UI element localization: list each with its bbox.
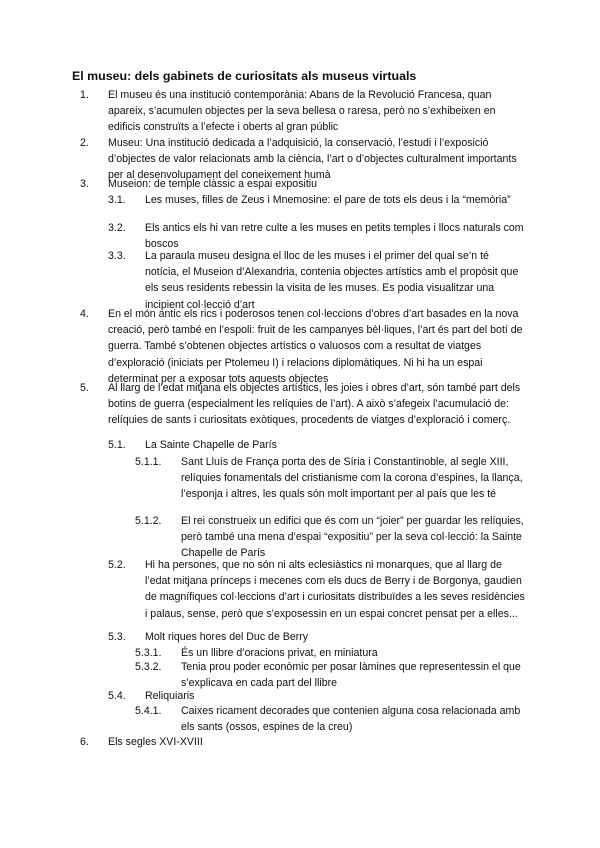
list-item [135, 703, 526, 735]
item-text: Hi ha persones, que no són ni alts eclesiàstics ni monarques, que al llarg de l’edat mitjana prínceps i mecenes com els ducs de Berry i de Borgonya, gaudien de magnífiques col·leccions d’art i curiositats distribuïdes a les seves residències i palaus, sense, però que s’exposessin en un espai concret pensat per a elles... [145, 559, 525, 620]
item-text: Caixes ricament decorades que contenien alguna cosa relacionada amb els sants (ossos, espines de la creu) [181, 705, 521, 734]
item-number: 4. [80, 308, 89, 320]
item-text: Les muses, filles de Zeus i Mnemosine: el pare de tots els deus i la “memòria” [145, 194, 511, 206]
item-number: 5.1. [108, 439, 126, 451]
item-text: El rei construeix un edifici que és com un “joier” per guardar les relíquies, però també una mena d’espai “expositiu” per la seva col·lecció: la Sainte Chapelle de París [181, 515, 524, 560]
list-item [108, 248, 525, 313]
item-number: 5.1.1. [135, 456, 162, 468]
item-text: En el món antic els rics i poderosos tenen col·leccions d’obres d’art basades en la nova creació, però també en l’espoli: fruit de les campanyes bèl·liques, l’art és part del botí de guerra. També s’obtenen objectes artístics o valuosos com a resultat de viatges d’exploració (iniciats per Ptolemeu I) i relacions diplomàtiques. Ni hi ha un espai determinat per a exposar tots aquests objectes [108, 308, 523, 385]
list-item [108, 629, 517, 645]
item-text: La paraula museu designa el lloc de les muses i el primer del qual se’n té notícia, el Museion d’Alexandria, contenia objectes artístics amb el propòsit que els seus residents rebessin la visita de les muses. Es podia visualitzar una incipient col·lecció d’art [145, 250, 519, 311]
item-number: 3.1. [108, 194, 126, 206]
item-text: Els antics els hi van retre culte a les muses en petits temples i llocs naturals com boscos [145, 222, 524, 251]
item-number: 5.3.2. [135, 661, 162, 673]
item-number: 5.3.1. [135, 647, 162, 659]
item-number: 5. [80, 382, 89, 394]
item-number: 2. [80, 137, 89, 149]
item-text: Museu: Una institució dedicada a l’adquisició, la conservació, l’estudi i l’exposició d’objectes de valor relacionats amb la ciència, l’art o d’objectes culturalment importants per al desenvolupament del coneixement humà [108, 137, 517, 182]
list-item [80, 734, 528, 750]
item-number: 5.1.2. [135, 515, 162, 527]
list-item [80, 380, 528, 429]
item-text: Al llarg de l’edat mitjana els objectes artístics, les joies i obres d’art, són també part dels botins de guerra (especialment les relíquies de l’art). A això s’afegeix l’acumulació de: relíquies de sants i curiositats exòtiques, procedents de viatges d’exploració i comerç. [108, 382, 521, 427]
list-item [108, 192, 517, 208]
item-text: La Sainte Chapelle de París [145, 439, 277, 451]
item-text: Els segles XVI-XVIII [108, 736, 203, 748]
document-title: El museu: dels gabinets de curiositats als museus virtuals [72, 69, 417, 83]
item-number: 3.2. [108, 222, 126, 234]
item-number: 3. [80, 178, 89, 190]
item-text: Tenia prou poder econòmic per posar làmines que representessin el que s’explicava en cada part del llibre [181, 661, 521, 690]
item-text: Sant Lluís de França porta des de Síria i Constantinoble, al segle XIII, relíquies fonamentals del cristianisme com la corona d’espines, la llança, l’esponja i altres, les quals són molt important per al país que les té [181, 456, 523, 501]
item-text: El museu és una institució contemporània: Abans de la Revolució Francesa, quan apareix, s’acumulen objectes per la seva bellesa o raresa, però no s’exhibeixen en edificis construïts a l’efecte i oberts al gran públic [108, 89, 496, 134]
item-number: 5.2. [108, 559, 126, 571]
item-number: 6. [80, 736, 89, 748]
item-number: 5.4.1. [135, 705, 162, 717]
list-item [80, 306, 528, 387]
item-text: És un llibre d’oracions privat, en miniatura [181, 647, 378, 659]
list-item [108, 557, 527, 622]
item-number: 3.3. [108, 250, 126, 262]
list-item [108, 437, 517, 453]
item-number: 5.4. [108, 690, 126, 702]
list-item [135, 454, 526, 503]
list-item [80, 176, 528, 192]
list-item [80, 87, 528, 136]
item-text: Molt riques hores del Duc de Berry [145, 631, 309, 643]
item-text: Museion: de temple clàssic a espai expositiu [108, 178, 318, 190]
item-text: Reliquiaris [145, 690, 195, 702]
list-item [108, 688, 517, 704]
list-item [135, 659, 526, 691]
list-item [135, 513, 526, 562]
item-number: 5.3. [108, 631, 126, 643]
item-number: 1. [80, 89, 89, 101]
